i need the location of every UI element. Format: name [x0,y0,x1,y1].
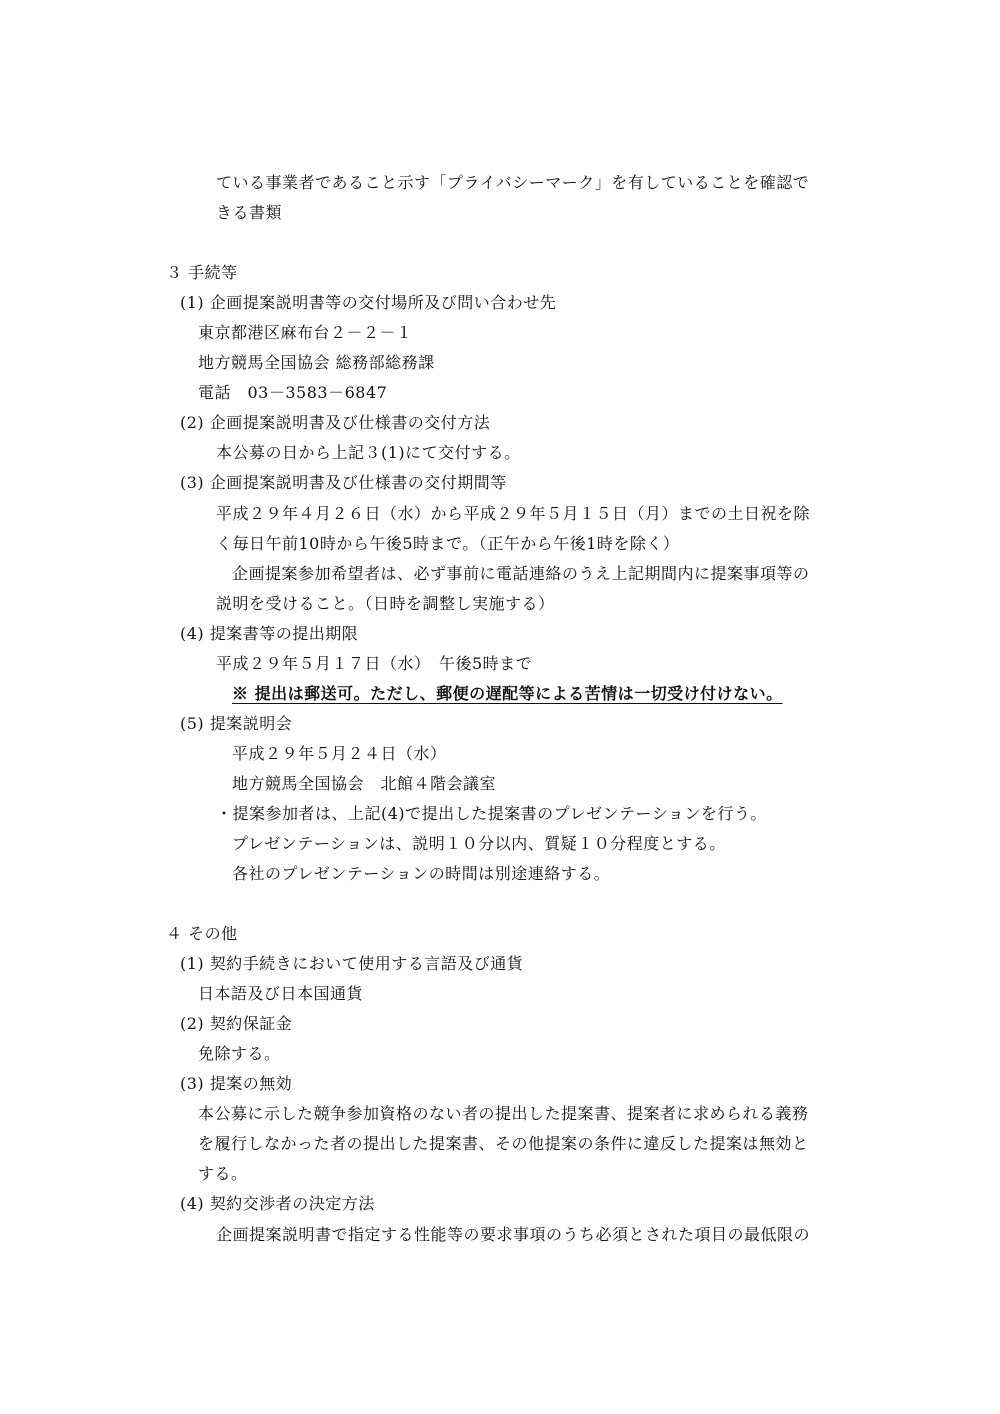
text-line: 企画提案参加希望者は、必ず事前に電話連絡のうえ上記期間内に提案事項等の [232,564,810,583]
section-heading: ３ 手続等 [166,263,238,282]
text-line: 東京都港区麻布台２－２－１ [198,323,413,342]
text-line: 各社のプレゼンテーションの時間は別途連絡する。 [232,864,611,883]
subsection-heading: (1) 企画提案説明書等の交付場所及び問い合わせ先 [180,293,557,312]
text-line: 説明を受けること。（日時を調整し実施する） [216,594,555,613]
subsection-heading: (3) 企画提案説明書及び仕様書の交付期間等 [180,473,507,492]
section-heading: ４ その他 [166,924,238,943]
text-line: きる書類 [216,203,283,222]
text-line: する。 [198,1164,248,1183]
subsection-heading: (3) 提案の無効 [180,1074,293,1093]
text-line: 地方競馬全国協会 北館４階会議室 [232,774,497,793]
bullet-line: ・提案参加者は、上記(4)で提出した提案書のプレゼンテーションを行う。 [216,804,767,823]
text-line: 平成２９年４月２６日（水）から平成２９年５月１５日（月）までの土日祝を除 [216,504,811,523]
text-line: 電話 03－3583－6847 [198,383,388,402]
text-line: ている事業者であること示す「プライバシーマーク」を有していることを確認で [216,173,810,192]
text-line: 日本語及び日本国通貨 [198,984,364,1003]
text-line: 本公募に示した競争参加資格のない者の提出した提案書、提案者に求められる義務 [198,1104,809,1123]
subsection-heading: (4) 契約交渉者の決定方法 [180,1194,375,1213]
text-line: く毎日午前10時から午後5時まで。（正午から午後1時を除く） [216,534,680,553]
text-line: 地方競馬全国協会 総務部総務課 [198,353,435,372]
text-line: 免除する。 [198,1044,281,1063]
subsection-heading: (4) 提案書等の提出期限 [180,624,359,643]
text-line: を履行しなかった者の提出した提案書、その他提案の条件に違反した提案は無効と [198,1134,809,1153]
subsection-heading: (2) 契約保証金 [180,1014,293,1033]
subsection-heading: (1) 契約手続きにおいて使用する言語及び通貨 [180,954,524,973]
subsection-heading: (5) 提案説明会 [180,714,293,733]
subsection-heading: (2) 企画提案説明書及び仕様書の交付方法 [180,413,491,432]
text-line: 本公募の日から上記３(1)にて交付する。 [216,443,521,462]
text-line: 企画提案説明書で指定する性能等の要求事項のうち必須とされた項目の最低限の [216,1225,811,1244]
text-line: プレゼンテーションは、説明１０分以内、質疑１０分程度とする。 [232,834,726,853]
text-line: 平成２９年５月１７日（水） 午後5時まで [216,654,533,673]
notice-line: ※ 提出は郵送可。ただし、郵便の遅配等による苦情は一切受け付けない。 [232,684,783,703]
text-line: 平成２９年５月２４日（水） [232,744,447,763]
